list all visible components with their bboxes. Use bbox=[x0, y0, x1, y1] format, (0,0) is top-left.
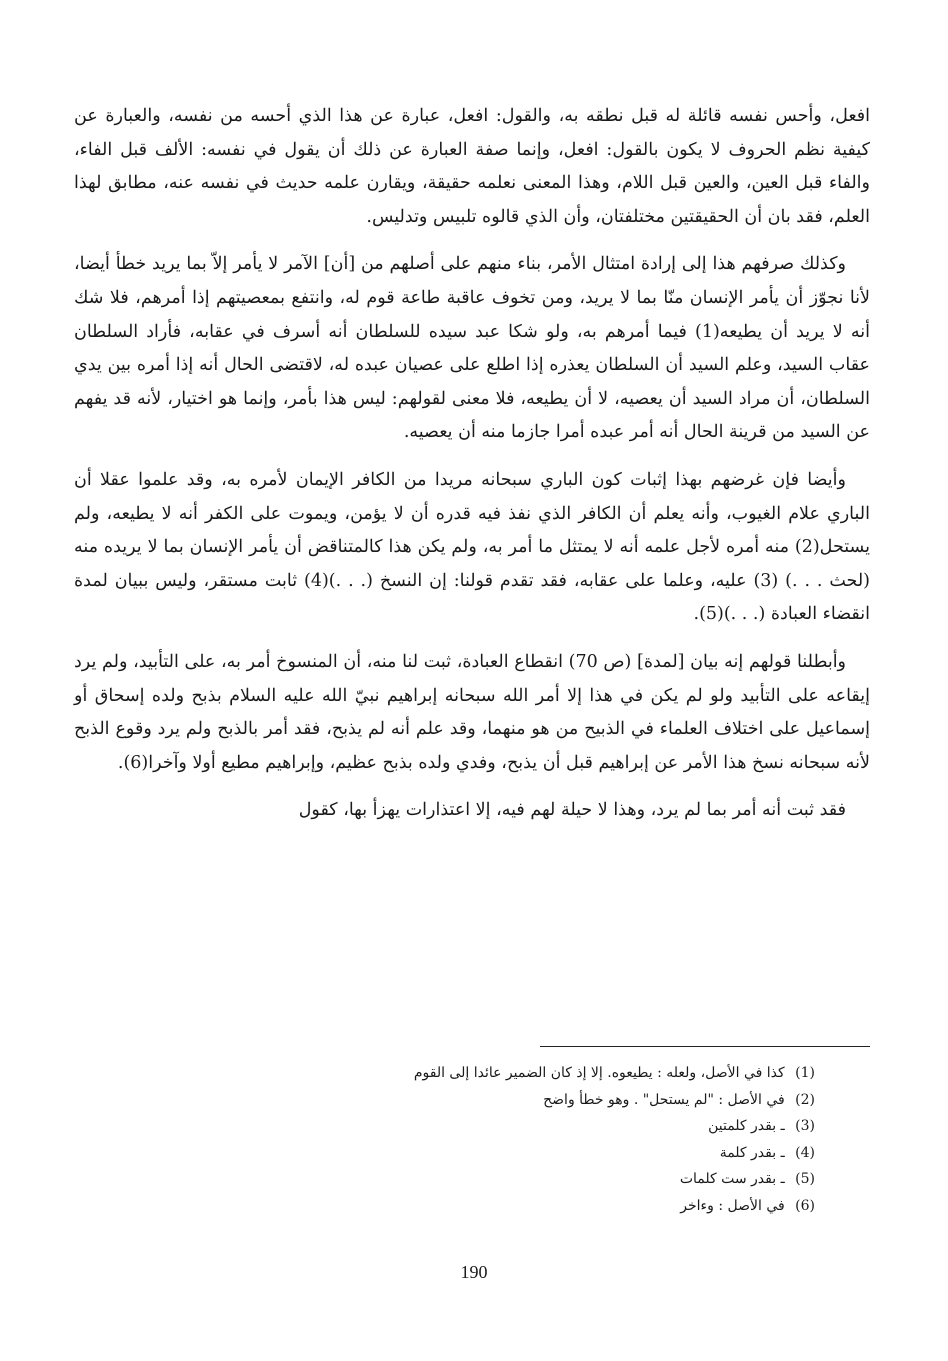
main-text bbox=[74, 100, 870, 842]
footnote-text: ـ بقدر كلمة bbox=[719, 1144, 785, 1161]
footnote-text: في الأصل : وءاخر bbox=[680, 1197, 785, 1214]
footnote-text: كذا في الأصل، ولعله : يطيعوه. إلا إذ كان الضمير عائدا إلى القوم bbox=[413, 1065, 785, 1081]
footnote-number: (4) bbox=[795, 1144, 815, 1161]
footnote-number: (1) bbox=[795, 1065, 815, 1081]
paragraph: فقد ثبت أنه أمر بما لم يرد، وهذا لا حيلة لهم فيه، إلا اعتذارات يهزأ بها، كقول bbox=[298, 800, 846, 821]
footnote-number: (2) bbox=[795, 1091, 815, 1108]
footnote bbox=[300, 1166, 815, 1193]
footnote bbox=[300, 1087, 815, 1114]
footnote-text: ـ بقدر كلمتين bbox=[708, 1118, 785, 1134]
footnote bbox=[300, 1140, 815, 1167]
footnote-number: (3) bbox=[795, 1118, 815, 1134]
paragraph: افعل، وأحس نفسه قائلة له قبل نطقه به، والقول: افعل، عبارة عن هذا الذي أحسه من نفسه، والعبارة عن كيفية نظم الحروف لا يكون بالقول: افعل، وإنما صفة العبارة عن ذلك أن يقول في نفسه: الألف قبل الفاء، والفاء قبل العين، والعين قبل اللام، وهذا المعنى نعلمه حقيقة، ويقارن علمه حديث في نفسه عنه، مطابق لهذا العلم، فقد بان أن الحقيقتين مختلفتان، وأن الذي قالوه تلبيس وتدليس. bbox=[74, 106, 870, 227]
paragraph: وأيضا فإن غرضهم بهذا إثبات كون الباري سبحانه مريدا من الكافر الإيمان لأمره به، وقد علموا عقلا أن الباري علام الغيوب، وأنه يعلم أن الكافر الذي نفذ فيه قدره أن لا يؤمن، ويموت على الكفر أنه لا يطيعه، ولم يستحل(2) منه أمره لأجل علمه أنه لا يمتثل ما أمر به، ولم يكن هذا كالمتناقض أن يأمر الإنسان بما لا يريده منه (لحث . . .) (3) عليه، وعلما على عقابه، فقد تقدم قولنا: إن النسخ (. . .)(4) ثابت مستقر، وليس ببيان لمدة انقضاء العبادة (. . .)(5). bbox=[74, 469, 871, 625]
footnote bbox=[300, 1193, 815, 1220]
footnote-number: (5) bbox=[795, 1171, 815, 1187]
footnotes bbox=[300, 1060, 815, 1219]
paragraph: وكذلك صرفهم هذا إلى إرادة امتثال الأمر، بناء منهم على أصلهم من [أن] الآمر لا يأمر إلاّ بما يريد خطأ أيضا، لأنا نجوّز أن يأمر الإنسان منّا بما لا يريد، ومن تخوف عاقبة طاعة قوم له، وانتفع بمعصيتهم إذا أمرهم، فلا شك أنه لا يريد أن يطيعه(1) فيما أمرهم به، ولو شكا عبد سيده للسلطان أنه أسرف في عقابه، فأراد السلطان عقاب السيد، وعلم السيد أن السلطان يعذره إذا اطلع على عصيان عبده له، لاقتضى الحال أنه إذا أمره بين يدي السلطان، أن مراد السيد أن يعصيه، لا أن يطيعه، فلا معنى لقولهم: ليس هذا بأمر، وإنما هو اختيار، لأنه قد يفهم عن السيد من قرينة الحال أنه أمر عبده أمرا جازما منه أن يعصيه. bbox=[74, 254, 870, 443]
footnote-text: في الأصل : "لم يستحل" . وهو خطأ واضح bbox=[543, 1091, 785, 1108]
paragraph: وأبطلنا قولهم إنه بيان [لمدة] (ص 70) انقطاع العبادة، ثبت لنا منه، أن المنسوخ أمر به، على التأبيد، ولم يرد إيقاعه على التأبيد ولو لم يكن في هذا إلا أمر الله سبحانه إبراهيم نبيّ الله عليه السلام بذبح ولده إسحاق أو إسماعيل على اختلاف العلماء في الذبيح من هو منهما، وقد علم أنه لم يذبح، فقد أمر بالذبح ولم يرد وقوع الذبح لأنه سبحانه نسخ هذا الأمر عن إبراهيم قبل أن يذبح، وفدي ولده بذبح عظيم، وإبراهيم مطيع أولا وآخرا(6). bbox=[74, 651, 870, 773]
footnote-separator bbox=[540, 1046, 870, 1047]
footnote-text: ـ بقدر ست كلمات bbox=[679, 1171, 785, 1187]
footnote-number: (6) bbox=[795, 1197, 815, 1214]
page-number: 190 bbox=[460, 1262, 488, 1282]
footnote bbox=[300, 1113, 815, 1140]
footnote bbox=[300, 1060, 815, 1087]
